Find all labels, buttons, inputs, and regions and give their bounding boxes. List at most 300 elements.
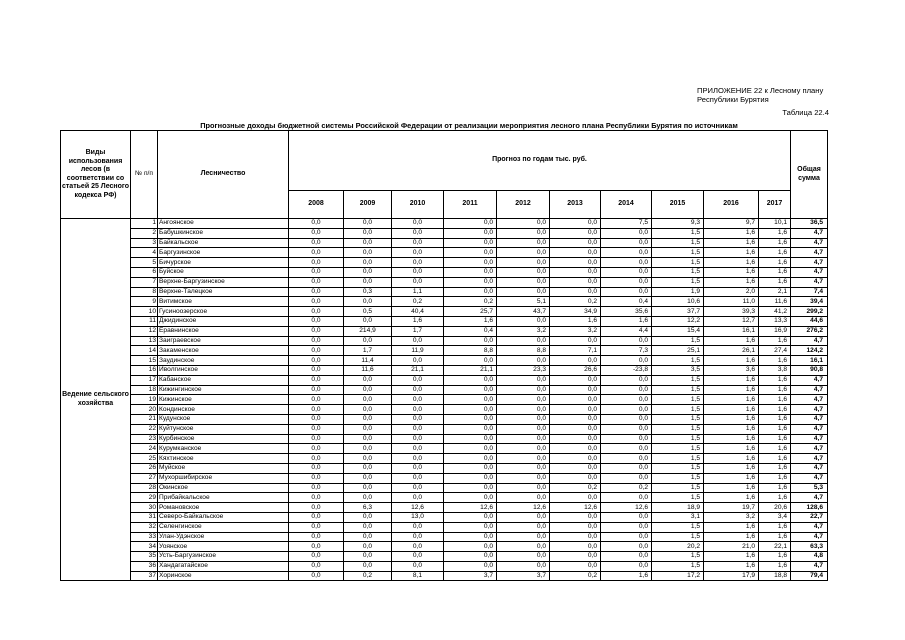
year-value: 0,0 (497, 375, 550, 385)
year-value: 1,6 (704, 414, 759, 424)
forestry-name: Верхне-Талецкое (158, 287, 289, 297)
year-value: 0,0 (444, 542, 497, 552)
year-value: 0,0 (550, 493, 601, 503)
table-row (61, 307, 828, 317)
year-value: 1,6 (759, 522, 791, 532)
year-value: 1,5 (652, 493, 704, 503)
year-value: 0,0 (601, 248, 652, 258)
year-value: 0,0 (344, 219, 392, 229)
table-row (61, 267, 828, 277)
table-row (61, 571, 828, 581)
year-value: 0,0 (550, 405, 601, 415)
forestry-name: Кудунское (158, 414, 289, 424)
table-row (61, 326, 828, 336)
year-value: 1,6 (704, 267, 759, 277)
forestry-name: Селенгинское (158, 522, 289, 532)
row-number: 3 (131, 238, 158, 248)
row-number: 36 (131, 561, 158, 571)
header-year: 2017 (759, 191, 791, 219)
year-value: 3,7 (444, 571, 497, 581)
year-value: 0,0 (289, 444, 344, 454)
table-row (61, 522, 828, 532)
row-total: 7,4 (791, 287, 828, 297)
year-value: 0,0 (550, 258, 601, 268)
row-total: 4,7 (791, 405, 828, 415)
year-value: 0,0 (392, 375, 444, 385)
table-row (61, 561, 828, 571)
year-value: 21,1 (444, 365, 497, 375)
year-value: 0,0 (289, 277, 344, 287)
year-value: 0,0 (497, 483, 550, 493)
year-value: 0,0 (344, 454, 392, 464)
table-row (61, 228, 828, 238)
year-value: 41,2 (759, 307, 791, 317)
year-value: 1,6 (759, 561, 791, 571)
header-year: 2010 (392, 191, 444, 219)
year-value: 1,5 (652, 552, 704, 562)
year-value: 1,7 (392, 326, 444, 336)
table-row (61, 356, 828, 366)
year-value: 0,0 (289, 307, 344, 317)
table-row (61, 542, 828, 552)
year-value: 0,0 (289, 326, 344, 336)
year-value: 1,6 (704, 483, 759, 493)
year-value: 6,3 (344, 503, 392, 513)
forestry-name: Закаменское (158, 346, 289, 356)
year-value: 26,1 (704, 346, 759, 356)
year-value: 0,0 (444, 444, 497, 454)
year-value: 0,0 (392, 219, 444, 229)
row-total: 276,2 (791, 326, 828, 336)
year-value: 0,0 (550, 512, 601, 522)
year-value: 1,6 (759, 463, 791, 473)
table-row (61, 463, 828, 473)
year-value: 3,5 (652, 365, 704, 375)
row-total: 4,7 (791, 228, 828, 238)
appendix-line-1: ПРИЛОЖЕНИЕ 22 к Лесному плану (697, 86, 824, 95)
header-year: 2014 (601, 191, 652, 219)
year-value: 0,0 (392, 532, 444, 542)
year-value: 0,0 (344, 277, 392, 287)
year-value: 0,0 (444, 385, 497, 395)
year-value: 11,4 (344, 356, 392, 366)
year-value: 0,0 (344, 375, 392, 385)
year-value: 39,3 (704, 307, 759, 317)
year-value: 0,0 (497, 522, 550, 532)
year-value: 1,6 (601, 316, 652, 326)
year-value: 0,0 (550, 385, 601, 395)
row-number: 9 (131, 297, 158, 307)
row-total: 4,7 (791, 424, 828, 434)
year-value: 3,1 (652, 512, 704, 522)
forestry-name: Курумканское (158, 444, 289, 454)
year-value: 0,2 (444, 297, 497, 307)
year-value: 12,6 (601, 503, 652, 513)
year-value: 0,0 (601, 434, 652, 444)
table-row (61, 316, 828, 326)
year-value: 0,0 (444, 532, 497, 542)
year-value: 1,6 (759, 444, 791, 454)
year-value: 0,0 (444, 356, 497, 366)
year-value: 3,8 (759, 365, 791, 375)
year-value: 0,0 (344, 228, 392, 238)
year-value: 0,0 (497, 512, 550, 522)
year-value: 35,6 (601, 307, 652, 317)
year-value: 23,3 (497, 365, 550, 375)
year-value: 0,0 (601, 375, 652, 385)
table-row (61, 532, 828, 542)
row-number: 19 (131, 395, 158, 405)
row-total: 4,7 (791, 395, 828, 405)
year-value: 13,3 (759, 316, 791, 326)
year-value: 0,0 (601, 542, 652, 552)
year-value: 0,0 (444, 483, 497, 493)
forestry-name: Прибайкальское (158, 493, 289, 503)
year-value: 0,0 (497, 219, 550, 229)
year-value: 0,0 (289, 571, 344, 581)
year-value: 0,0 (497, 267, 550, 277)
year-value: 2,1 (759, 287, 791, 297)
row-number: 16 (131, 365, 158, 375)
row-total: 22,7 (791, 512, 828, 522)
year-value: 0,0 (289, 473, 344, 483)
year-value: 2,0 (704, 287, 759, 297)
year-value: 0,0 (392, 395, 444, 405)
year-value: 12,6 (550, 503, 601, 513)
row-number: 21 (131, 414, 158, 424)
year-value: 19,7 (704, 503, 759, 513)
table-row (61, 336, 828, 346)
row-total: 4,7 (791, 493, 828, 503)
row-total: 4,7 (791, 473, 828, 483)
year-value: 12,2 (652, 316, 704, 326)
table-row (61, 405, 828, 415)
year-value: 0,0 (601, 493, 652, 503)
row-total: 63,3 (791, 542, 828, 552)
year-value: 12,7 (704, 316, 759, 326)
forestry-name: Иволгинское (158, 365, 289, 375)
forestry-name: Курбинское (158, 434, 289, 444)
year-value: 1,5 (652, 414, 704, 424)
year-value: 0,0 (344, 493, 392, 503)
year-value: 0,0 (444, 454, 497, 464)
year-value: 21,1 (392, 365, 444, 375)
year-value: 0,0 (601, 356, 652, 366)
year-value: 0,0 (392, 248, 444, 258)
year-value: 0,0 (550, 561, 601, 571)
year-value: 0,0 (344, 473, 392, 483)
year-value: 0,0 (444, 561, 497, 571)
table-row (61, 248, 828, 258)
year-value: 0,0 (392, 483, 444, 493)
year-value: 0,0 (550, 375, 601, 385)
year-value: 0,0 (344, 522, 392, 532)
year-value: 0,0 (392, 385, 444, 395)
row-number: 4 (131, 248, 158, 258)
table-row (61, 512, 828, 522)
year-value: 0,0 (344, 483, 392, 493)
header-num: № п/п (131, 131, 158, 219)
year-value: 0,0 (289, 503, 344, 513)
year-value: 0,0 (444, 414, 497, 424)
year-value: 0,4 (444, 326, 497, 336)
year-value: 9,3 (652, 219, 704, 229)
row-number: 24 (131, 444, 158, 454)
year-value: 1,6 (759, 375, 791, 385)
year-value: 1,6 (759, 532, 791, 542)
year-value: 0,0 (497, 356, 550, 366)
year-value: 1,6 (704, 522, 759, 532)
year-value: 0,0 (289, 542, 344, 552)
year-value: 1,6 (704, 375, 759, 385)
year-value: 0,0 (550, 287, 601, 297)
row-number: 13 (131, 336, 158, 346)
year-value: 15,4 (652, 326, 704, 336)
table-row (61, 444, 828, 454)
year-value: 1,6 (759, 395, 791, 405)
row-total: 124,2 (791, 346, 828, 356)
year-value: 0,0 (444, 267, 497, 277)
year-value: 1,5 (652, 444, 704, 454)
year-value: 0,0 (392, 238, 444, 248)
year-value: 0,0 (497, 277, 550, 287)
year-value: 3,4 (759, 512, 791, 522)
year-value: 0,0 (550, 532, 601, 542)
row-total: 44,6 (791, 316, 828, 326)
year-value: 0,0 (550, 248, 601, 258)
row-number: 11 (131, 316, 158, 326)
header-forecast: Прогноз по годам тыс. руб. (289, 131, 791, 191)
table-row (61, 385, 828, 395)
year-value: 0,0 (550, 454, 601, 464)
row-number: 14 (131, 346, 158, 356)
table-row (61, 454, 828, 464)
year-value: 1,5 (652, 405, 704, 415)
table-row (61, 395, 828, 405)
forestry-name: Баргузинское (158, 248, 289, 258)
row-total: 4,7 (791, 336, 828, 346)
year-value: 0,0 (601, 512, 652, 522)
year-value: 0,0 (497, 561, 550, 571)
year-value: 1,5 (652, 258, 704, 268)
year-value: 9,7 (704, 219, 759, 229)
table-row (61, 365, 828, 375)
year-value: 0,0 (344, 336, 392, 346)
forestry-name: Романовское (158, 503, 289, 513)
year-value: 0,0 (550, 219, 601, 229)
year-value: 12,6 (392, 503, 444, 513)
year-value: 25,1 (652, 346, 704, 356)
year-value: 0,0 (289, 375, 344, 385)
year-value: 214,9 (344, 326, 392, 336)
year-value: 0,0 (497, 238, 550, 248)
year-value: 1,5 (652, 385, 704, 395)
row-total: 4,7 (791, 267, 828, 277)
year-value: 0,0 (601, 424, 652, 434)
year-value: 3,6 (704, 365, 759, 375)
year-value: 0,0 (289, 434, 344, 444)
year-value: 1,6 (704, 493, 759, 503)
year-value: 0,0 (289, 561, 344, 571)
year-value: 0,0 (550, 414, 601, 424)
year-value: 0,0 (601, 414, 652, 424)
forestry-name: Заудинское (158, 356, 289, 366)
forestry-name: Уоянское (158, 542, 289, 552)
table-row (61, 219, 828, 229)
forestry-name: Хандагатайское (158, 561, 289, 571)
table-row (61, 434, 828, 444)
year-value: 0,0 (344, 238, 392, 248)
year-value: 0,0 (289, 297, 344, 307)
row-number: 5 (131, 258, 158, 268)
year-value: 0,0 (289, 365, 344, 375)
year-value: 22,1 (759, 542, 791, 552)
year-value: 0,0 (601, 454, 652, 464)
row-number: 2 (131, 228, 158, 238)
year-value: 4,4 (601, 326, 652, 336)
table-row (61, 277, 828, 287)
header-year: 2009 (344, 191, 392, 219)
year-value: 0,0 (497, 463, 550, 473)
forestry-name: Окинское (158, 483, 289, 493)
table-row (61, 473, 828, 483)
year-value: 0,2 (550, 571, 601, 581)
year-value: 0,0 (289, 424, 344, 434)
year-value: 0,0 (344, 267, 392, 277)
row-total: 4,7 (791, 444, 828, 454)
year-value: 1,5 (652, 522, 704, 532)
year-value: 0,0 (497, 434, 550, 444)
year-value: 0,0 (497, 258, 550, 268)
row-number: 15 (131, 356, 158, 366)
year-value: 0,2 (392, 297, 444, 307)
year-value: 7,5 (601, 219, 652, 229)
appendix-note (697, 86, 823, 104)
header-year: 2011 (444, 191, 497, 219)
row-total: 4,7 (791, 434, 828, 444)
table-row (61, 287, 828, 297)
year-value: 0,0 (601, 444, 652, 454)
year-value: 0,0 (497, 473, 550, 483)
year-value: -23,8 (601, 365, 652, 375)
year-value: 1,6 (759, 385, 791, 395)
year-value: 0,0 (444, 493, 497, 503)
year-value: 0,0 (344, 414, 392, 424)
year-value: 0,0 (392, 454, 444, 464)
year-value: 0,0 (392, 542, 444, 552)
year-value: 0,0 (497, 493, 550, 503)
year-value: 37,7 (652, 307, 704, 317)
year-value: 0,0 (444, 248, 497, 258)
forestry-name: Мухоршибирское (158, 473, 289, 483)
header-year: 2012 (497, 191, 550, 219)
year-value: 1,6 (601, 571, 652, 581)
row-number: 25 (131, 454, 158, 464)
year-value: 0,0 (497, 395, 550, 405)
forestry-name: Кондинское (158, 405, 289, 415)
year-value: 0,0 (444, 434, 497, 444)
year-value: 0,0 (497, 532, 550, 542)
row-number: 28 (131, 483, 158, 493)
year-value: 21,0 (704, 542, 759, 552)
year-value: 11,9 (392, 346, 444, 356)
header-forestry: Лесничество (158, 131, 289, 219)
year-value: 0,0 (392, 277, 444, 287)
year-value: 0,0 (601, 522, 652, 532)
row-number: 1 (131, 219, 158, 229)
year-value: 0,0 (444, 463, 497, 473)
year-value: 0,0 (550, 277, 601, 287)
year-value: 1,5 (652, 561, 704, 571)
year-value: 1,5 (652, 532, 704, 542)
year-value: 0,5 (344, 307, 392, 317)
year-value: 0,0 (289, 463, 344, 473)
year-value: 0,0 (497, 444, 550, 454)
year-value: 10,1 (759, 219, 791, 229)
year-value: 0,0 (601, 463, 652, 473)
year-value: 0,0 (392, 267, 444, 277)
year-value: 1,6 (759, 267, 791, 277)
year-value: 7,1 (550, 346, 601, 356)
table-title: Прогнозные доходы бюджетной системы Российской Федерации от реализации мероприятия лесного плана Республики Бурятия по источникам (200, 121, 738, 130)
row-number: 30 (131, 503, 158, 513)
row-total: 4,7 (791, 463, 828, 473)
year-value: 0,0 (344, 434, 392, 444)
year-value: 0,0 (497, 542, 550, 552)
year-value: 0,0 (601, 473, 652, 483)
year-value: 0,0 (392, 522, 444, 532)
year-value: 0,0 (497, 336, 550, 346)
year-value: 1,6 (704, 473, 759, 483)
year-value: 1,6 (444, 316, 497, 326)
row-number: 8 (131, 287, 158, 297)
forestry-name: Куйтунское (158, 424, 289, 434)
year-value: 0,0 (550, 552, 601, 562)
year-value: 1,6 (759, 277, 791, 287)
forestry-name: Буйское (158, 267, 289, 277)
year-value: 0,0 (444, 287, 497, 297)
header-year: 2015 (652, 191, 704, 219)
year-value: 1,5 (652, 356, 704, 366)
year-value: 0,0 (392, 258, 444, 268)
row-number: 35 (131, 552, 158, 562)
year-value: 1,5 (652, 277, 704, 287)
forestry-name: Кяхтинское (158, 454, 289, 464)
year-value: 1,5 (652, 473, 704, 483)
row-number: 20 (131, 405, 158, 415)
year-value: 0,0 (444, 405, 497, 415)
year-value: 1,6 (759, 336, 791, 346)
forestry-name: Кижингинское (158, 385, 289, 395)
year-value: 1,6 (759, 238, 791, 248)
year-value: 0,0 (344, 512, 392, 522)
year-value: 8,1 (392, 571, 444, 581)
year-value: 0,0 (444, 473, 497, 483)
year-value: 0,0 (444, 277, 497, 287)
year-value: 1,5 (652, 375, 704, 385)
year-value: 0,0 (344, 248, 392, 258)
row-total: 4,7 (791, 277, 828, 287)
year-value: 5,1 (497, 297, 550, 307)
year-value: 0,2 (550, 297, 601, 307)
forestry-name: Кижинское (158, 395, 289, 405)
year-value: 1,6 (704, 552, 759, 562)
year-value: 0,0 (289, 258, 344, 268)
year-value: 0,0 (550, 424, 601, 434)
row-number: 29 (131, 493, 158, 503)
year-value: 0,0 (289, 493, 344, 503)
year-value: 0,0 (550, 395, 601, 405)
